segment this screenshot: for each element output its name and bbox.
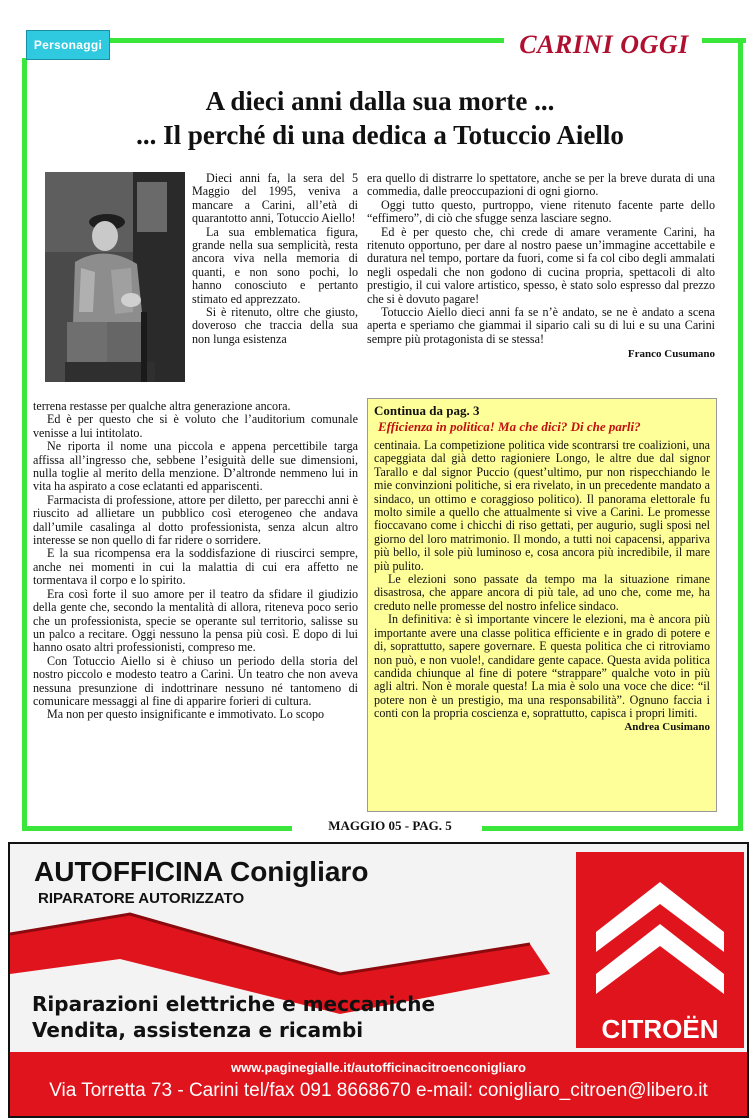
frame-right (738, 38, 743, 830)
article-paragraph: Oggi tutto questo, purtroppo, viene ritenuto facente parte dello “effimero”, di ciò che sfugge senza lasciare segno. (367, 197, 715, 226)
page-title-line1: A dieci anni dalla sua morte ... (205, 86, 555, 116)
article-paragraph: era quello di distrarre lo spettatore, anche se per la breve durata di una commedia, dalle preoccupazioni di ogni giorno. (367, 171, 715, 199)
article-paragraph: Dieci anni fa, la sera del 5 Maggio del 1995, veniva a mancare a Carini, all’età di quarantotto anni, Totuccio Aiello! (192, 171, 358, 226)
frame-bottom-right (482, 826, 743, 831)
article-paragraph: Ed è per questo che, chi crede di amare veramente Carini, ha ritenuto opportuno, per dare al nostro paese un’immagine accettabile e duratura nel tempo, portare da fuori, come si fa col cibo degli ammalati negli ospedali che non godono di cucina propria, spettacoli di alto prestigio, il cui valore artistico, spesso, è stato solo espresso dal prezzo che si è dovuto pagare! (367, 224, 715, 306)
box-paragraph: centinaia. La competizione politica vide scontrarsi tre coalizioni, una capeggiata dal già detto ragioniere Longo, le altre due dal signor Tarallo e dal signor Puccio (quest’ultimo, pur non rispecchiando le mie convinzioni politiche, si era rivelato, in un precedente mandato a sindaco, un ottimo e coraggioso politico). Il panorama elettorale fu molto simile a quello che attualmente si vive a Carini. Le promesse fioccavano come i chicchi di riso gettati, per augurio, sugli sposi nel giorno del loro matrimonio. Il mondo, a tutti noi capacensi, appariva più bello, il sole più luminoso e, cosa ancora più incredibile, il mare più pulito. (374, 438, 710, 573)
ad-title: AUTOFFICINA Conigliaro (34, 856, 369, 887)
article-paragraph: La sua emblematica figura, grande nella sua semplicità, resta ancora viva nella memoria di quanti, e non sono pochi, lo hanno conosciuto e pertanto stimato ed apprezzato. (192, 224, 358, 306)
box-body (374, 439, 710, 734)
article-paragraph: Ed è per questo che si è voluto che l’auditorium comunale venisse a lui intitolato. (33, 412, 358, 440)
box-paragraph: In definitiva: è sì importante vincere le elezioni, ma è ancora più importante avere una classe politica efficiente e in grado di potere e di, soprattutto, sapere governare. E questa politica che ci ritroviamo non può, e non vuole!, candidare gente capace. Questa avida politica candida chiunque al fine di potere “strappare” qualche voto in più agli altri. Non è morale questa! La mia è solo una voce che dice: “il potere non è un prestigio, ma una responsabilità”. Ognuno faccia i conti con la propria coscienza e, soprattutto, capisca i propri limiti. (374, 612, 710, 721)
section-tag-label: Personaggi (33, 38, 103, 52)
article-paragraph: Ma non per questo insignificante e immotivato. Lo scopo (47, 707, 325, 722)
frame-top-left (108, 38, 504, 43)
article-column-1 (33, 400, 358, 722)
frame-bottom-left (22, 826, 292, 831)
portrait-illustration (45, 172, 185, 382)
ad-website: www.paginegialle.it/autofficinacitroenconigliaro (231, 1060, 526, 1075)
section-tag (26, 30, 110, 60)
frame-left (22, 58, 27, 830)
continued-article-box (367, 398, 717, 812)
article-paragraph: Era così forte il suo amore per il teatro da sfidare il giudizio della gente che, secondo la mentalità di allora, riteneva poco serio che un professionista, specie se operante sul territorio, salisse su un palco a recitare. Oggi nessuno la pensa più così. E dopo di lui hanno osato altri professionisti, compreso me. (33, 586, 358, 655)
ad-services-line1: Riparazioni elettriche e meccaniche (32, 992, 436, 1016)
page-footer: MAGGIO 05 - PAG. 5 (328, 818, 452, 833)
article-paragraph: Farmacista di professione, attore per diletto, per parecchi anni è riuscito ad allietare un pubblico così eterogeneo che andava dall’umile casalinga al dotto professionista, senza alcun altro interesse se non quello di far ridere o sorridere. (33, 492, 358, 548)
box-heading: Continua da pag. 3 (374, 403, 480, 418)
ad-services-line2: Vendita, assistenza e ricambi (32, 1018, 364, 1042)
article-paragraph: Si è ritenuto, oltre che giusto, doveroso che traccia della sua non lunga esistenza (192, 305, 358, 346)
page-title-line2: ... Il perché di una dedica a Totuccio Aiello (136, 120, 624, 150)
article-paragraph: terrena restasse per qualche altra generazione ancora. (33, 399, 291, 413)
article-wrap-text (192, 172, 358, 346)
ad-subtitle: RIPARATORE AUTORIZZATO (38, 890, 245, 907)
box-paragraph: Le elezioni sono passate da tempo ma la situazione rimane disastrosa, che appare ancora di più tale, ad uno che, come me, ha creduto nelle promesse del nostro infelice sindaco. (374, 572, 710, 613)
advertisement (8, 842, 749, 1118)
masthead-logo: CARINI OGGI (519, 30, 689, 59)
article-paragraph: Ne riporta il nome una piccola e appena percettibile targa affissa all’ingresso che, sebbene l’esiguità delle sue dimensioni, nulla toglie al merito della menzione. D’altronde nemmeno lui in vita ha aspirato a cose eclatanti ed appariscenti. (33, 439, 358, 494)
box-subheading: Efficienza in politica! Ma che dici? Di che parli? (378, 419, 641, 434)
ad-address: Via Torretta 73 - Carini tel/fax 091 8668670 e-mail: conigliaro_citroen@libero.it (49, 1080, 708, 1101)
article-column-2 (367, 172, 715, 362)
portrait-photo (45, 172, 185, 382)
article-paragraph: Con Totuccio Aiello si è chiuso un periodo della storia del nostro piccolo e modesto teatro a Carini. Un teatro che non aveva nessuna presunzione di indottrinare nessuno né tantomeno di comunicare messaggi al fine di apparire forieri di cultura. (33, 653, 358, 708)
article-signature: Franco Cusumano (627, 348, 715, 361)
article-paragraph: Totuccio Aiello dieci anni fa se n’è andato, se ne è andato a scena aperta e speriamo che giammai il sipario cali su di lui e su una Carini sempre più protagonista di se stessa! (367, 305, 715, 346)
box-signature: Andrea Cusimano (624, 720, 710, 733)
article-paragraph: E la sua ricompensa era la soddisfazione di riuscirci sempre, anche nei momenti in cui la malattia di cui era affetto ne tormentava il corpo e lo spirito. (33, 546, 358, 588)
brand-name: CITROËN (601, 1014, 719, 1044)
